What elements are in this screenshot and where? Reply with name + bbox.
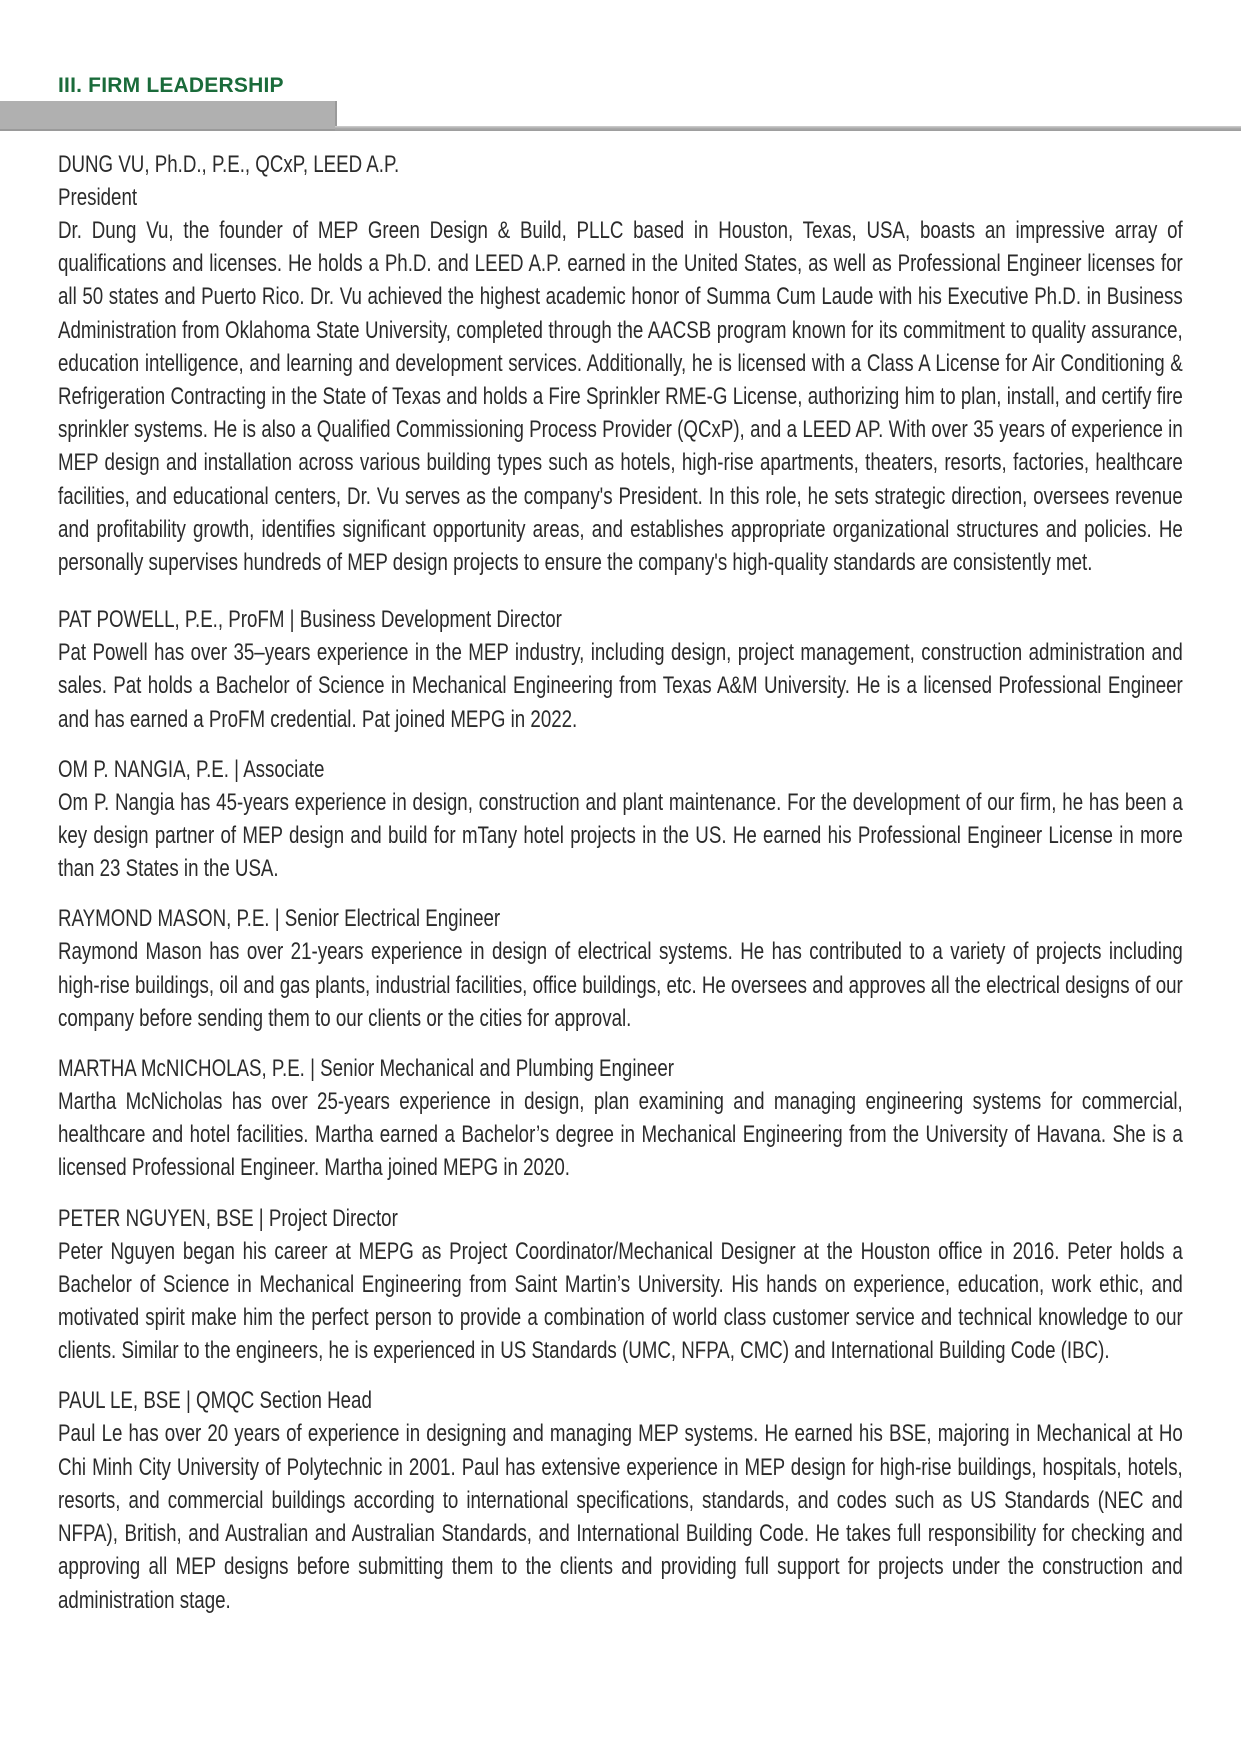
- leader-paul-le: [58, 1384, 1183, 1616]
- leader-raymond-mason: [58, 902, 1183, 1035]
- leader-heading: MARTHA McNICHOLAS, P.E. | Senior Mechanical and Plumbing Engineer: [58, 1055, 674, 1083]
- leader-martha-mcnicholas: [58, 1052, 1183, 1185]
- leadership-content: [58, 148, 1183, 1634]
- header-divider-line: [335, 126, 1241, 131]
- leader-heading: DUNG VU, Ph.D., P.E., QCxP, LEED A.P.: [58, 151, 400, 178]
- leader-heading: OM P. NANGIA, P.E. | Associate: [58, 755, 325, 783]
- leader-bio: Dr. Dung Vu, the founder of MEP Green Design & Build, PLLC based in Houston, Texas, USA, boasts an impressive array of qualifications and licenses. He holds a Ph.D. and LEED A.P. earned in the United States, as well as Professional Engineer licenses for all 50 states and Puerto Rico. Dr. Vu achieved the highest academic honor of Summa Cum Laude with his Executive Ph.D. in Business Administration from Oklahoma State University, completed through the AACSB program known for its commitment to quality assurance, education intelligence, and learning and development services. Additionally, he is licensed with a Class A License for Air Conditioning & Refrigeration Contracting in the State of Texas and holds a Fire Sprinkler RME-G License, authorizing him to plan, install, and certify fire sprinkler systems. He is also a Qualified Commissioning Process Provider (QCxP), and a LEED AP. With over 35 years of experience in MEP design and installation across various building types such as hotels, high-rise apartments, theaters, resorts, factories, healthcare facilities, and educational centers, Dr. Vu serves as the company's President. In this role, he sets strategic direction, oversees revenue and profitability growth, identifies significant opportunity areas, and establishes appropriate organizational structures and policies. He personally supervises hundreds of MEP design projects to ensure the company's high-quality standards are consistently met.: [58, 217, 1183, 577]
- leader-bio: Paul Le has over 20 years of experience in designing and managing MEP systems. He earned his BSE, majoring in Mechanical at Ho Chi Minh City University of Polytechnic in 2001. Paul has extensive experience in MEP design for high-rise buildings, hospitals, hotels, resorts, and commercial buildings according to international specifications, standards, and codes such as US Standards (NEC and NFPA), British, and Australian and Australian Standards, and International Building Code. He takes full responsibility for checking and approving all MEP designs before submitting them to the clients and providing full support for projects under the construction and administration stage.: [58, 1420, 1183, 1614]
- leader-bio: Raymond Mason has over 21-years experience in design of electrical systems. He has contributed to a variety of projects including high-rise buildings, oil and gas plants, industrial facilities, office buildings, etc. He oversees and approves all the electrical designs of our company before sending them to our clients or the cities for approval.: [58, 938, 1183, 1032]
- section-title: III. FIRM LEADERSHIP: [58, 74, 284, 97]
- leader-pat-powell: [58, 603, 1183, 736]
- leader-heading: PAUL LE, BSE | QMQC Section Head: [58, 1387, 372, 1415]
- leader-dung-vu: [58, 148, 1183, 579]
- leader-om-nangia: [58, 753, 1183, 886]
- leader-peter-nguyen: [58, 1202, 1183, 1368]
- leader-bio: Peter Nguyen began his career at MEPG as Project Coordinator/Mechanical Designer at the Houston office in 2016. Peter holds a Bachelor of Science in Mechanical Engineering from Saint Martin’s University. His hands on experience, education, work ethic, and motivated spirit make him the perfect person to provide a combination of world class customer service and technical knowledge to our clients. Similar to the engineers, he is experienced in US Standards (UMC, NFPA, CMC) and International Building Code (IBC).: [58, 1237, 1183, 1365]
- leader-bio: Pat Powell has over 35–years experience in the MEP industry, including design, project management, construction administration and sales. Pat holds a Bachelor of Science in Mechanical Engineering from Texas A&M University. He is a licensed Professional Engineer and has earned a ProFM credential. Pat joined MEPG in 2022.: [58, 639, 1183, 733]
- header-bar-block: [0, 101, 337, 131]
- leader-heading: RAYMOND MASON, P.E. | Senior Electrical Engineer: [58, 905, 501, 933]
- leader-bio: Om P. Nangia has 45-years experience in design, construction and plant maintenance. For the development of our firm, he has been a key design partner of MEP design and build for mTany hotel projects in the US. He earned his Professional Engineer License in more than 23 States in the USA.: [58, 788, 1183, 883]
- leader-bio: Martha McNicholas has over 25-years experience in design, plan examining and managing engineering systems for commercial, healthcare and hotel facilities. Martha earned a Bachelor’s degree in Mechanical Engineering from the University of Havana. She is a licensed Professional Engineer. Martha joined MEPG in 2020.: [58, 1088, 1183, 1182]
- leader-role: President: [58, 184, 138, 211]
- leader-heading: PETER NGUYEN, BSE | Project Director: [58, 1204, 398, 1232]
- leader-heading: PAT POWELL, P.E., ProFM | Business Development Director: [58, 606, 562, 634]
